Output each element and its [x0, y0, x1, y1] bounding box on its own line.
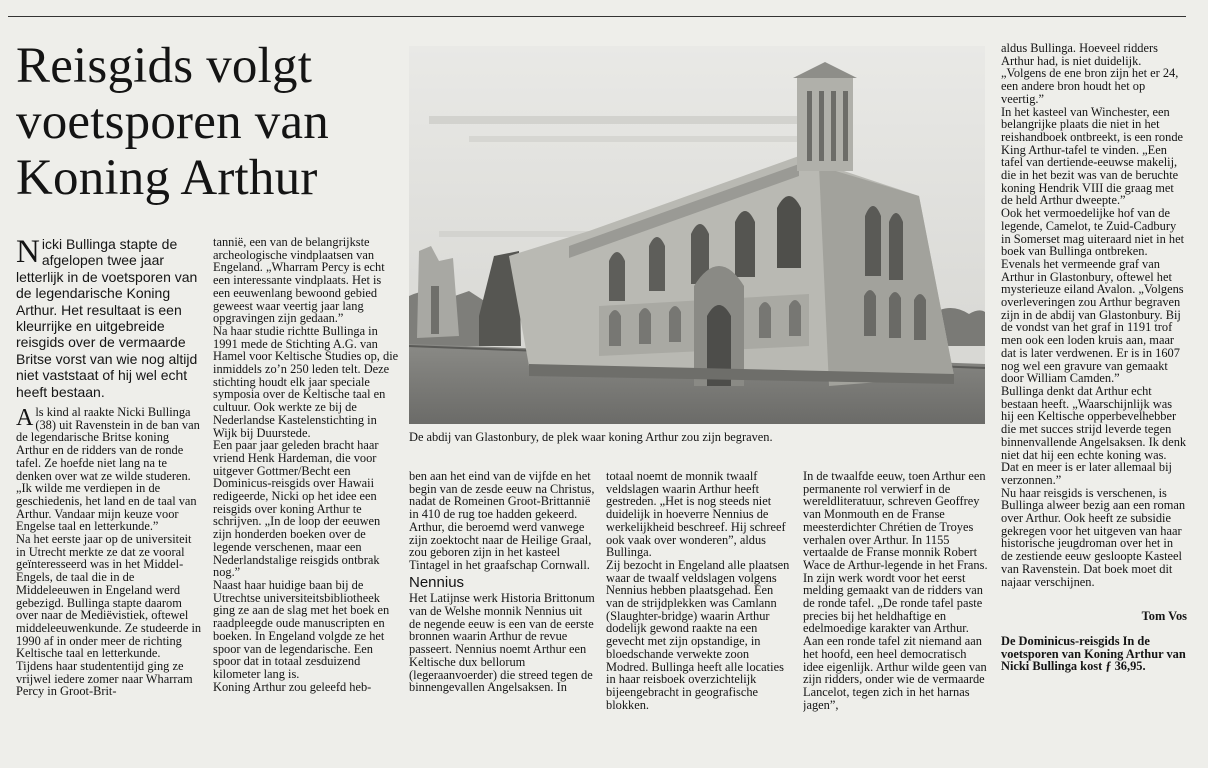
column-6-paragraph: Nu haar reisgids is verschenen, is Bullinga alweer bezig aan een roman over Arthur. Ook heeft ze subsidie gekregen voor het uitgeven van haar historische jeugdroman over het in de zestiende eeuw gesloopte Kasteel van Ravenstein. Dat boek moet dit najaar verschijnen. [1001, 485, 1186, 589]
column-2-paragraph: Naast haar huidige baan bij de Utrechtse universiteitsbibliotheek ging ze aan de slag met het boek en raadpleegde oude manuscripten en boeken. In Engeland volgde ze het spoor van de legendarische. Een spoor dat in totaal zesduizend kilometer lang is. [213, 577, 390, 681]
subheading-nennius: Nennius [409, 573, 465, 591]
article-column-4 [606, 470, 792, 750]
column-6-paragraph: Bullinga denkt dat Arthur echt bestaan heeft. „Waarschijnlijk was hij een Keltische opperbevelhebber die met succes strijd leverde tegen binnenvallende Angelsaksen. Ik denk niet dat hij een echte koning was. Dat en meer is er later allemaal bij verzonnen.” [1001, 383, 1187, 487]
column-2-paragraph: Koning Arthur zou geleefd heb- [213, 679, 372, 694]
photo-caption: De abdij van Glastonbury, de plek waar koning Arthur zou zijn begraven. [409, 430, 773, 444]
abbey-ruin-image [409, 46, 985, 424]
column-3-paragraph: Het Latijnse werk Historia Brittonum van de Welshe monnik Nennius uit de negende eeuw is een van de eerste bronnen waarin Arthur de revue passeert. Nennius noemt Arthur een Keltische dux bellorum (legeraanvoerder) die streed tegen de binnengevallen Angelsaksen. In [409, 591, 595, 695]
column-5-paragraph: In de twaalfde eeuw, toen Arthur een permanente rol verwierf in de wereldliteratuur, schreven Geoffrey van Monmouth en de Franse meesterdichter Chrétien de Troyes verhalen over Arthur. In 1155 vertaalde de Franse monnik Robert Wace de Arthur-legende in het Frans. In zijn werk wordt voor het eerst melding gemaakt van de ridders van de ronde tafel. „De ronde tafel paste precies bij het heldhaftige en edelmoedige karakter van Arthur. Aan een ronde tafel zit niemand aan het hoofd, een heel democratisch idee eigenlijk. Arthur wilde geen van zijn ridders, onder wie de vermaarde Lancelot, tegen zich in het harnas jagen”, [803, 470, 988, 712]
intro-paragraph [16, 236, 202, 400]
column-4-paragraph: Zij bezocht in Engeland alle plaatsen waar de twaalf veldslagen volgens Nennius hebben plaatsgehad. Een van de strijdplekken was Camlann (Slaughter-bridge) waarin Arthur dodelijk gewond raakte na een gevecht met zijn opstandige, in bloedschande verwekte zoon Modred. Bullinga heeft alle locaties in haar reisboek overzichtelijk bijeengebracht in geografische blokken. [606, 557, 790, 712]
top-rule [8, 16, 1186, 17]
column-3-paragraph: ben aan het eind van de vijfde en het begin van de zesde eeuw na Christus, nadat de Romeinen Groot-Brittannië in 410 de rug toe hadden gekeerd. Arthur, die beroemd werd vanwege zijn zoektocht naar de Heilige Graal, zou geboren zijn in het kasteel Tintagel in het graafschap Cornwall. [409, 470, 595, 572]
column-6-paragraph: In het kasteel van Winchester, een belangrijke plaats die niet in het reishandboek ontbreekt, is een ronde King Arthur-tafel te vinden. „Een tafel van dertiende-eeuwse makelij, die in het bezit was van de beruchte koning Hendrik VIII die graag met de held Arthur dweepte.” [1001, 104, 1184, 208]
article-column-5 [803, 470, 989, 750]
author-byline: Tom Vos [1141, 609, 1187, 624]
column-1-paragraph: Na het eerste jaar op de universiteit in Utrecht merkte ze dat ze vooral geïnteresseerd was in het Middel-Engels, de taal die in de Middeleeuwen in Engeland werd gebezigd. Bullinga stapte daarom over naar de Mediëvistiek, oftewel middeleeuwenkunde. Ze studeerde in 1990 af in onder meer de richting Keltische taal en letterkunde. [16, 532, 202, 661]
article-column-3 [409, 470, 595, 750]
column-1-paragraph: Tijdens haar studententijd ging ze vrijwel iedere zomer naar Wharram Percy in Groot-Brit- [16, 659, 193, 699]
column-4-paragraph: totaal noemt de monnik twaalf veldslagen waarin Arthur heeft gestreden. „Het is nog steeds niet duidelijk in hoeverre Nennius de werkelijkheid beschreef. Hij schreef ook vaak over wonderen”, aldus Bullinga. [606, 470, 786, 560]
column-2-paragraph: tannië, een van de belangrijkste archeologische vindplaatsen van Engeland. „Wharram Percy is echt een interessante vindplaats. Het is een eeuwenlang bewoond gebied geweest waar veertig jaar lang opgravingen zijn gedaan.” [213, 236, 385, 326]
headline: Reisgids volgt voetsporen van Koning Arthur [16, 38, 329, 206]
column-6-paragraph: Ook het vermoedelijke hof van de legende, Camelot, te Zuid-Cadbury in Somerset mag uiteraard niet in het boek van Bullinga ontbreken. Evenals het vermeende graf van Arthur in Glastonbury, oftewel het mysterieuze eiland Avalon. „Volgens overleveringen zou Arthur begraven zijn in de abdij van Glastonbury. Bij de vondst van het graf in 1191 trof men ook een loden kruis aan, maar dat is later verdwenen. Er is in 1607 nog wel een gravure van gemaakt door William Camden.” [1001, 206, 1185, 386]
column-2-paragraph: Na haar studie richtte Bullinga in 1991 mede de Stichting A.G. van Hamel voor Keltische Studies op, die inmiddels zo’n 250 leden telt. Deze stichting houdt elk jaar speciale symposia over de Keltische taal en cultuur. Ook werkte ze bij de Nederlandse Kastelenstichting in Wijk bij Duurstede. [213, 323, 399, 440]
glastonbury-abbey-photo [409, 46, 985, 424]
article-column-2 [213, 236, 399, 748]
column-1-dropcap: A [16, 406, 34, 431]
intro-dropcap: N [16, 234, 40, 270]
column-6-paragraph: aldus Bullinga. Hoeveel ridders Arthur had, is niet duidelijk. „Volgens de ene bron zijn het er 24, een andere bron houdt het op veertig.” [1001, 42, 1179, 106]
column-2-paragraph: Een paar jaar geleden bracht haar vriend Henk Hardeman, die voor uitgever Gottmer/Becht een Dominicus-reisgids over Hawaii redigeerde, Nicki op het idee een reisgids over koning Arthur te schrijven. „In de loop der eeuwen zijn honderden boeken over de legende verschenen, maar een Nederlandstalige reisgids ontbrak nog.” [213, 438, 381, 580]
article-column-6 [1001, 42, 1187, 754]
intro-text: icki Bullinga stapte de afgelopen twee jaar letterlijk in de voetsporen van de legendarische Koning Arthur. Het resultaat is een kleurrijke en uitgebreide reisgids over de vermaarde Britse vorst van wie nog altijd niet vaststaat of hij wel echt heeft bestaan. [16, 236, 198, 400]
book-credit: De Dominicus-reisgids In de voetsporen van Koning Arthur van Nicki Bullinga kost ƒ 36,95. [1001, 633, 1186, 674]
article-column-1 [16, 406, 202, 746]
column-1-paragraph: ls kind al raakte Nicki Bullinga (38) uit Ravenstein in de ban van de legendarische Britse koning Arthur en de ridders van de ronde tafel. Ze hoefde niet lang na te denken over wat ze wilde studeren. „Ik wilde me verdiepen in de geschiedenis, het land en de taal van Arthur. Vandaar mijn keuze voor Engelse taal en letterkunde.” [16, 406, 200, 534]
